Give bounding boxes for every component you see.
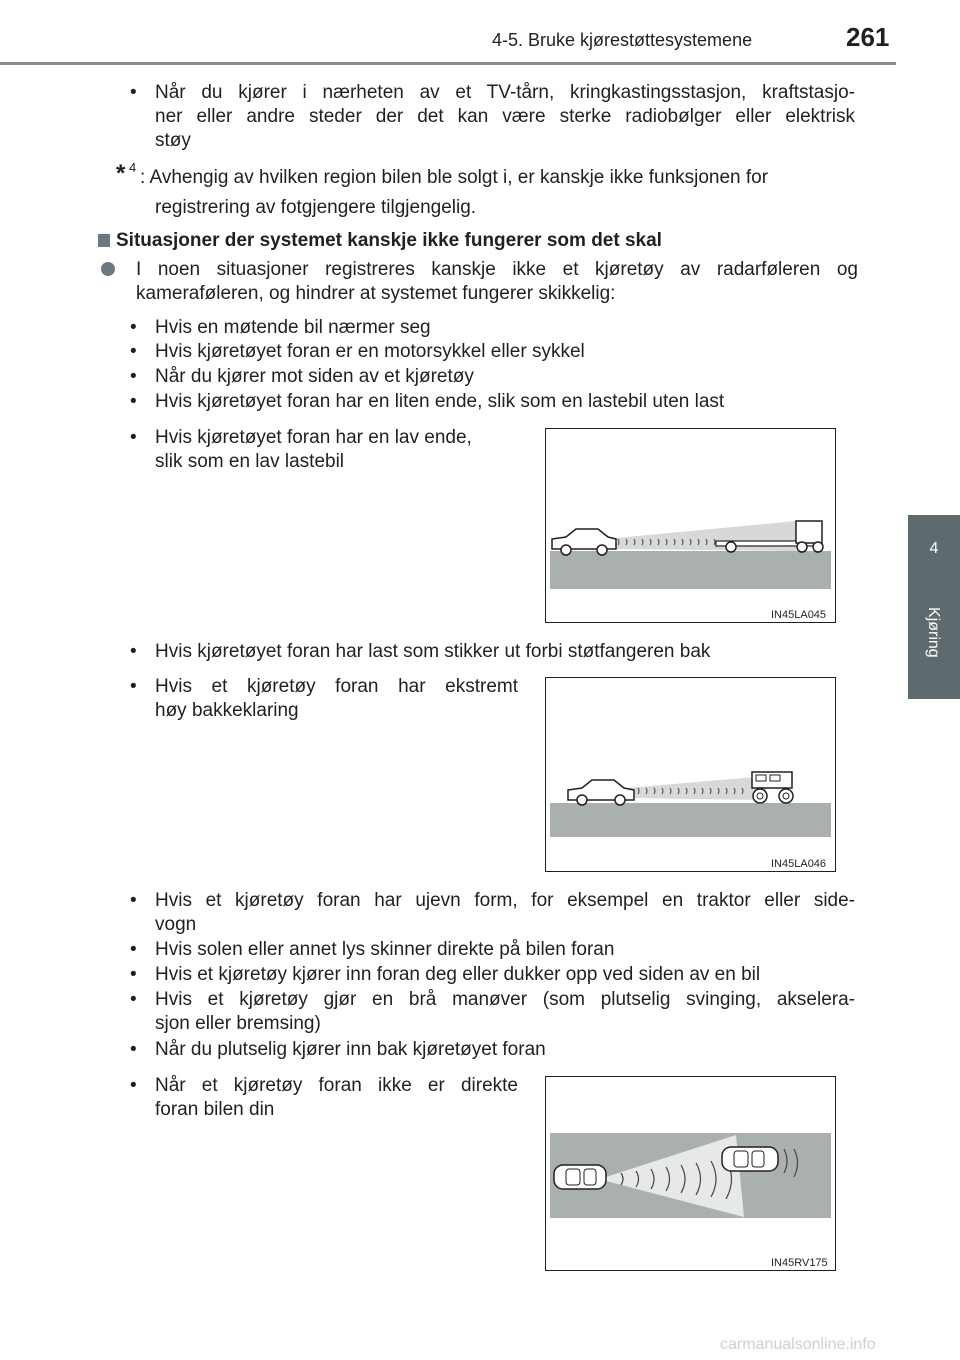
high-clearance-illustration [546, 678, 835, 871]
footnote-star: * [116, 160, 126, 187]
page-number: 261 [846, 22, 890, 52]
figure-offset-vehicle [545, 1076, 836, 1271]
list-item: Hvis kjøretøyet foran har en liten ende, slik som en lastebil uten last [155, 391, 725, 412]
bullet-dot: • [130, 317, 137, 338]
figure-high-clearance [545, 677, 836, 872]
bullet-dot: • [130, 939, 137, 960]
fig3-bullet-line-1: Når et kjøretøy foran ikke er direkte [155, 1075, 518, 1096]
header-section-title: 4-5. Bruke kjørestøttesystemene [492, 30, 753, 50]
bullet-dot: • [130, 964, 137, 985]
list-item: Hvis solen eller annet lys skinner direkte på bilen foran [155, 939, 615, 960]
figure-low-truck [545, 428, 836, 623]
intro-line-1: Når du kjører i nærheten av et TV-tårn, kringkastingsstasjon, kraftstasjo- [155, 82, 855, 103]
footnote-number: 4 [129, 160, 137, 175]
list-item: Hvis en møtende bil nærmer seg [155, 317, 431, 338]
list-item: Hvis kjøretøyet foran er en motorsykkel eller sykkel [155, 341, 585, 362]
fig3-bullet-line-2: foran bilen din [155, 1099, 275, 1120]
bullet-dot: • [130, 676, 137, 697]
list-item: Hvis et kjøretøy kjører inn foran deg eller dukker opp ved siden av en bil [155, 964, 761, 985]
section-heading: Situasjoner der systemet kanskje ikke fungerer som det skal [116, 230, 662, 251]
footnote-line-1: : Avhengig av hvilken region bilen ble solgt i, er kanskje ikke funksjonen for [140, 167, 769, 188]
header-rule [0, 62, 896, 65]
figure-code: IN45RV175 [771, 1257, 828, 1269]
bullet-dot: • [130, 427, 137, 448]
footnote-line-2: registrering av fotgjengere tilgjengelig. [155, 197, 477, 218]
chapter-label: Kjøring [925, 607, 942, 658]
bullet-dot: • [130, 641, 137, 662]
intro-line-3: støy [155, 130, 191, 151]
offset-vehicle-illustration [546, 1077, 835, 1270]
chapter-number: 4 [929, 540, 939, 557]
list-item: Hvis et kjøretøy gjør en brå manøver (som plutselig svinging, akselera- [155, 989, 855, 1010]
heading-square-icon [98, 234, 110, 247]
low-truck-illustration [546, 429, 835, 622]
bullet-dot: • [130, 989, 137, 1010]
paragraph-line-1: I noen situasjoner registreres kanskje ikke et kjøretøy av radarføleren og [136, 259, 858, 280]
fig1-bullet-line-1: Hvis kjøretøyet foran har en lav ende, [155, 427, 472, 448]
list-item: Når du plutselig kjører inn bak kjøretøyet foran [155, 1039, 546, 1060]
circle-bullet-icon [101, 262, 115, 276]
bullet-dot: • [130, 890, 137, 911]
fig1-bullet-line-2: slik som en lav lastebil [155, 451, 345, 472]
fig2-bullet-line-2: høy bakkeklaring [155, 700, 299, 721]
figure-code: IN45LA046 [771, 858, 827, 870]
list-item: Hvis et kjøretøy foran har ujevn form, for eksempel en traktor eller side- [155, 890, 855, 911]
list-item-cont: sjon eller bremsing) [155, 1013, 321, 1034]
bullet-dot: • [130, 366, 137, 387]
chapter-label-tab [908, 597, 960, 699]
bullet-dot: • [130, 1039, 137, 1060]
bullet-dot: • [130, 391, 137, 412]
figure-code: IN45LA045 [771, 609, 827, 621]
intro-line-2: ner eller andre steder der det kan være sterke radiobølger eller elektrisk [155, 106, 855, 127]
watermark: carmanualsonline.info [720, 1336, 876, 1353]
bullet-dot: • [130, 82, 137, 103]
bullet-dot: • [130, 1075, 137, 1096]
fig2-bullet-line-1: Hvis et kjøretøy foran har ekstremt [155, 676, 518, 697]
paragraph-line-2: kameraføleren, og hindrer at systemet fungerer skikkelig: [136, 283, 616, 304]
list-item-cont: vogn [155, 914, 197, 935]
list-item: Når du kjører mot siden av et kjøretøy [155, 366, 474, 387]
list-item: Hvis kjøretøyet foran har last som stikker ut forbi støtfangeren bak [155, 641, 711, 662]
bullet-dot: • [130, 341, 137, 362]
